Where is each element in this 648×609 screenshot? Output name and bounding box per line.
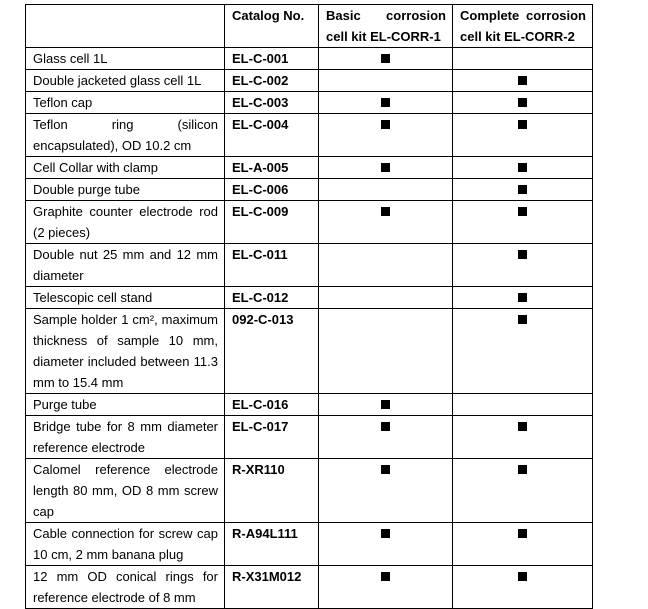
included-mark [381,400,390,409]
table-row [26,244,593,287]
header-basic-kit: Basic corrosion cell kit EL-CORR-1 [319,5,453,48]
complete-kit-cell [453,459,593,523]
table-row [26,523,593,566]
catalog-number: EL-C-011 [225,244,319,287]
basic-kit-cell [319,287,453,309]
complete-kit-cell [453,48,593,70]
basic-kit-cell [319,309,453,394]
included-mark [381,465,390,474]
basic-kit-cell [319,114,453,157]
basic-kit-cell [319,201,453,244]
table-row [26,70,593,92]
complete-kit-cell [453,157,593,179]
table-row [26,201,593,244]
included-mark [381,120,390,129]
basic-kit-cell [319,179,453,201]
item-description: Bridge tube for 8 mm diameter reference electrode [26,416,225,459]
included-mark [381,572,390,581]
item-description: Teflon ring (silicon encapsulated), OD 10.2 cm [26,114,225,157]
included-mark [518,76,527,85]
catalog-number: 092-C-013 [225,309,319,394]
complete-kit-cell [453,287,593,309]
item-description: Purge tube [26,394,225,416]
catalog-number: EL-C-017 [225,416,319,459]
basic-kit-cell [319,48,453,70]
corrosion-kit-table [25,4,593,609]
catalog-number: EL-C-012 [225,287,319,309]
catalog-number: EL-A-005 [225,157,319,179]
included-mark [518,185,527,194]
basic-kit-cell [319,459,453,523]
catalog-number: EL-C-001 [225,48,319,70]
included-mark [381,529,390,538]
table-row [26,48,593,70]
catalog-number: R-X31M012 [225,566,319,609]
catalog-number: EL-C-003 [225,92,319,114]
included-mark [381,163,390,172]
complete-kit-cell [453,244,593,287]
table-row [26,114,593,157]
complete-kit-cell [453,114,593,157]
item-description: Double jacketed glass cell 1L [26,70,225,92]
basic-kit-cell [319,394,453,416]
included-mark [381,207,390,216]
complete-kit-cell [453,179,593,201]
item-description: Calomel reference electrode length 80 mm, OD 8 mm screw cap [26,459,225,523]
table-row [26,394,593,416]
basic-kit-cell [319,92,453,114]
complete-kit-cell [453,309,593,394]
included-mark [518,572,527,581]
included-mark [518,163,527,172]
catalog-number: EL-C-002 [225,70,319,92]
table-row [26,287,593,309]
included-mark [518,207,527,216]
catalog-number: R-A94L111 [225,523,319,566]
included-mark [381,422,390,431]
table-row [26,459,593,523]
complete-kit-cell [453,92,593,114]
included-mark [518,465,527,474]
complete-kit-cell [453,394,593,416]
complete-kit-cell [453,70,593,92]
table-row [26,416,593,459]
item-description: 12 mm OD conical rings for reference electrode of 8 mm [26,566,225,609]
complete-kit-cell [453,416,593,459]
item-description: Double purge tube [26,179,225,201]
item-description: Cable connection for screw cap 10 cm, 2 mm banana plug [26,523,225,566]
item-description: Telescopic cell stand [26,287,225,309]
included-mark [518,120,527,129]
basic-kit-cell [319,244,453,287]
complete-kit-cell [453,201,593,244]
header-complete-kit: Complete corrosion cell kit EL-CORR-2 [453,5,593,48]
basic-kit-cell [319,566,453,609]
included-mark [381,98,390,107]
item-description: Cell Collar with clamp [26,157,225,179]
included-mark [518,293,527,302]
included-mark [518,250,527,259]
catalog-number: EL-C-004 [225,114,319,157]
item-description: Teflon cap [26,92,225,114]
header-row [26,5,593,48]
item-description: Double nut 25 mm and 12 mm diameter [26,244,225,287]
included-mark [381,54,390,63]
item-description: Sample holder 1 cm², maximum thickness of sample 10 mm, diameter included between 11.3 mm to 15.4 mm [26,309,225,394]
included-mark [518,315,527,324]
table-row [26,92,593,114]
header-catalog-no: Catalog No. [225,5,319,48]
table-row [26,157,593,179]
complete-kit-cell [453,523,593,566]
included-mark [518,98,527,107]
table-body [26,48,593,609]
header-item [26,5,225,48]
basic-kit-cell [319,523,453,566]
table-row [26,309,593,394]
basic-kit-cell [319,157,453,179]
item-description: Glass cell 1L [26,48,225,70]
catalog-number: R-XR110 [225,459,319,523]
catalog-number: EL-C-006 [225,179,319,201]
catalog-number: EL-C-009 [225,201,319,244]
catalog-number: EL-C-016 [225,394,319,416]
item-description: Graphite counter electrode rod (2 pieces) [26,201,225,244]
complete-kit-cell [453,566,593,609]
included-mark [518,529,527,538]
basic-kit-cell [319,416,453,459]
basic-kit-cell [319,70,453,92]
table-row [26,179,593,201]
table-row [26,566,593,609]
included-mark [518,422,527,431]
